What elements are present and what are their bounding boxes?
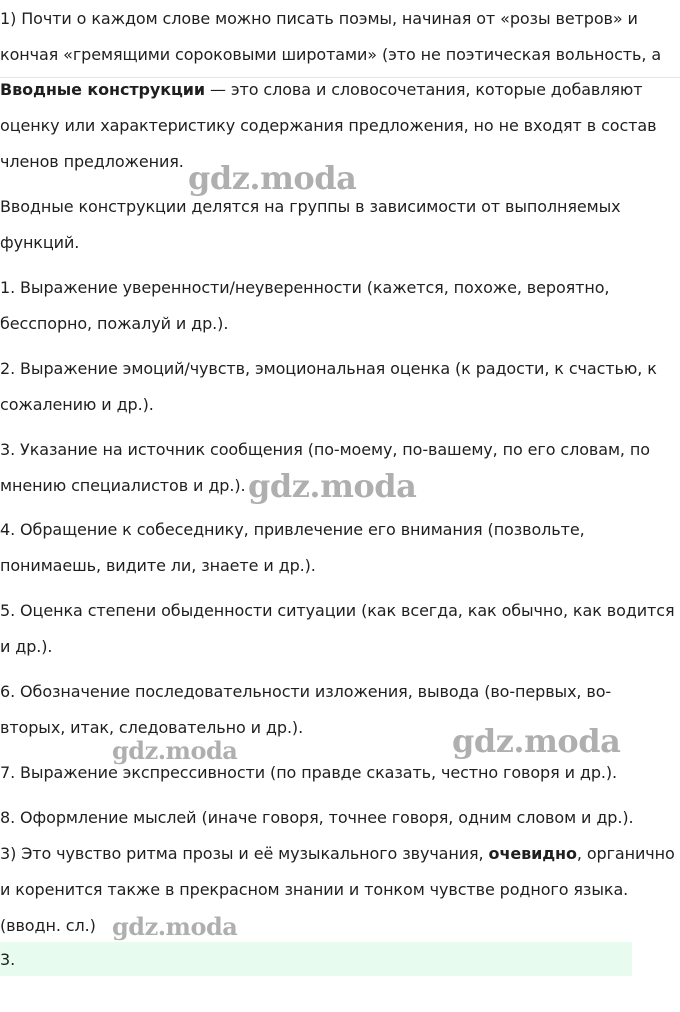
item1-line1: 1) Почти о каждом слове можно писать поэмы, начиная от «розы ветров» и <box>0 9 638 28</box>
group-4-line1: 4. Обращение к собеседнику, привлечение его внимания (позвольте, <box>0 520 585 539</box>
definition-term: Вводные конструкции <box>0 80 205 99</box>
group-7-line1: 7. Выражение экспрессивности (по правде сказать, честно говоря и др.). <box>0 763 618 782</box>
group-6-line1: 6. Обозначение последовательности изложения, вывода (во-первых, во- <box>0 682 612 701</box>
group-1-line2: бесспорно, пожалуй и др.). <box>0 314 229 333</box>
watermark: gdz.moda <box>188 159 357 197</box>
definition-line1 <box>0 80 643 100</box>
item3-line1-start: 3) Это чувство ритма прозы и её музыкального звучания, <box>0 844 489 863</box>
item1-line2: кончая «гремящими сороковыми широтами» (это не поэтическая вольность, а <box>0 45 662 64</box>
definition-line2: оценку или характеристику содержания предложения, но не входят в состав <box>0 116 657 135</box>
item3-line1 <box>0 844 675 864</box>
group-2-line1: 2. Выражение эмоций/чувств, эмоциональная оценка (к радости, к счастью, к <box>0 359 657 378</box>
group-3-line1: 3. Указание на источник сообщения (по-моему, по-вашему, по его словам, по <box>0 440 650 459</box>
item3-line3: (вводн. сл.) <box>0 916 96 935</box>
group-2-line2: сожалению и др.). <box>0 395 154 414</box>
group-5-line2: и др.). <box>0 637 53 656</box>
group-4-line2: понимаешь, видите ли, знаете и др.). <box>0 556 316 575</box>
group-5-line1: 5. Оценка степени обыденности ситуации (как всегда, как обычно, как водится <box>0 601 675 620</box>
groups-intro-line2: функций. <box>0 233 80 252</box>
item3-line1-end: , органично <box>576 844 675 863</box>
groups-intro-line1: Вводные конструкции делятся на группы в зависимости от выполняемых <box>0 197 621 216</box>
divider <box>0 77 680 78</box>
answer-highlight <box>0 942 632 976</box>
definition-line1-rest: — это слова и словосочетания, которые добавляют <box>204 80 643 99</box>
group-6-line2: вторых, итак, следовательно и др.). <box>0 718 304 737</box>
watermark: gdz.moda <box>248 467 417 505</box>
group-1-line1: 1. Выражение уверенности/неуверенности (кажется, похоже, вероятно, <box>0 278 610 297</box>
item3-line2: и коренится также в прекрасном знании и тонком чувстве родного языка. <box>0 880 629 899</box>
answer-label: 3. <box>0 950 16 969</box>
definition-line3: членов предложения. <box>0 152 184 171</box>
watermark: gdz.moda <box>112 912 238 941</box>
item3-introductory-word: очевидно <box>488 844 577 863</box>
group-3-line2: мнению специалистов и др.). <box>0 476 246 495</box>
watermark: gdz.moda <box>112 736 238 765</box>
watermark: gdz.moda <box>452 722 621 760</box>
group-8-line1: 8. Оформление мыслей (иначе говоря, точнее говоря, одним словом и др.). <box>0 808 634 827</box>
